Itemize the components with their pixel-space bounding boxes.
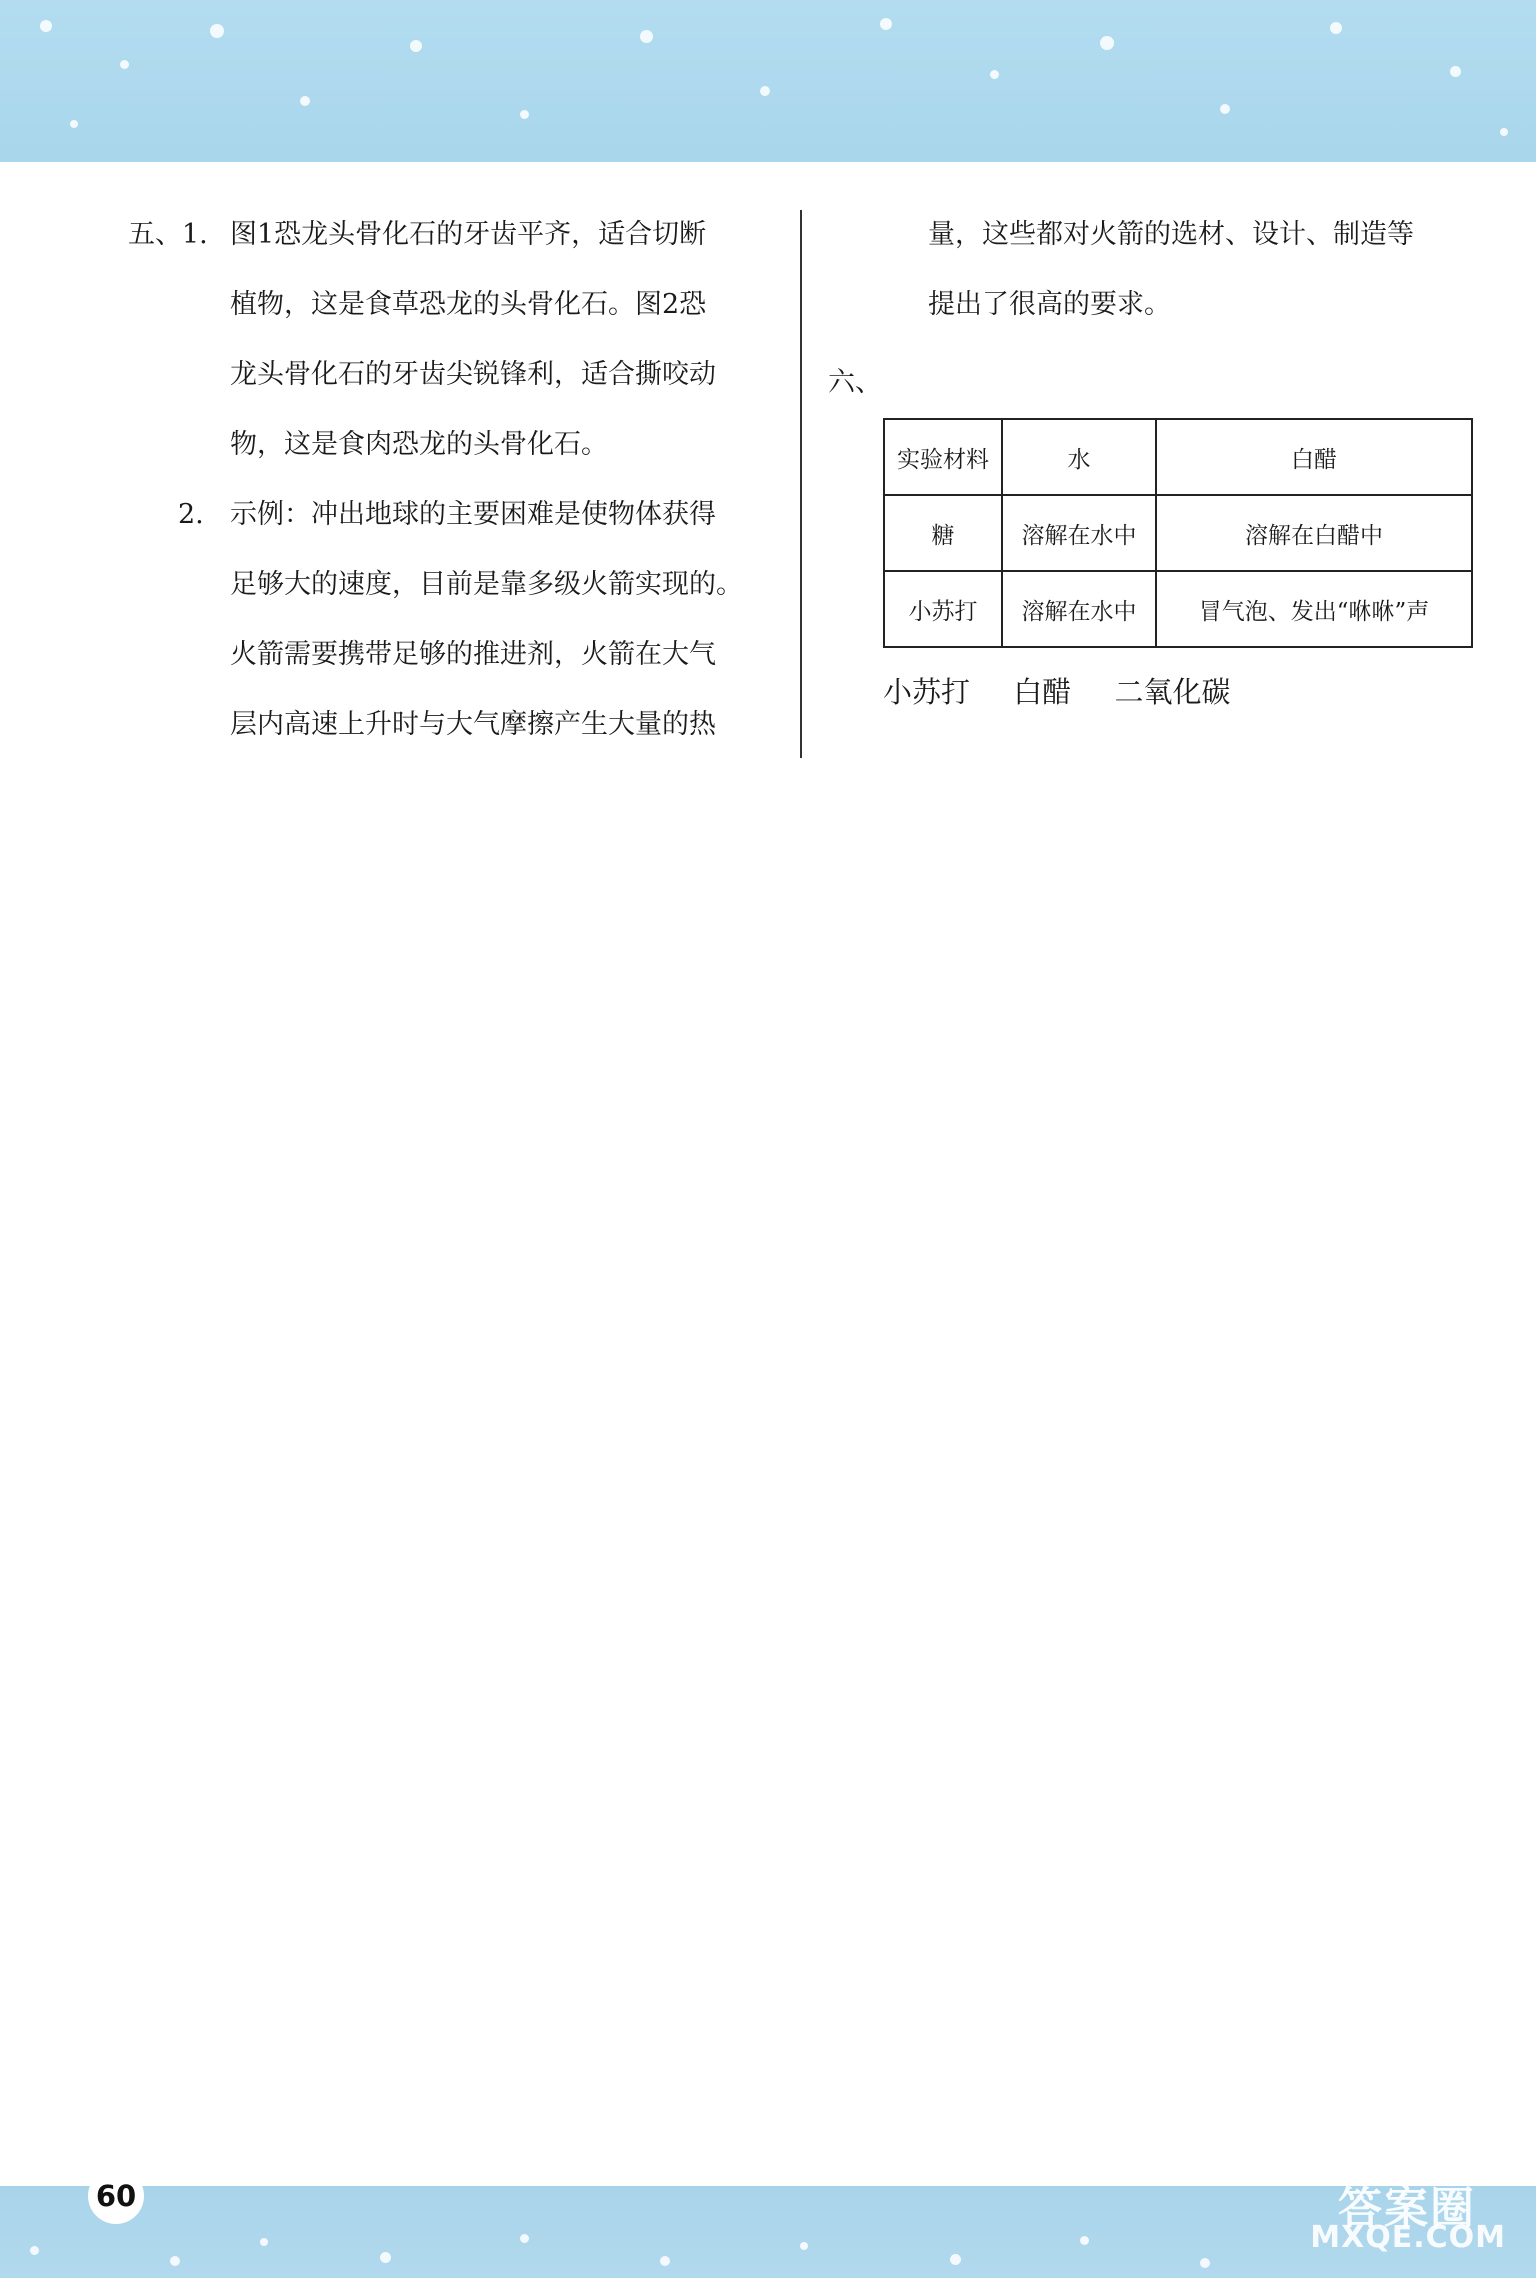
table-header-row <box>884 419 1472 495</box>
question-5-2-label: 2. <box>178 499 204 530</box>
footer-decoration-band <box>0 2186 1536 2278</box>
decor-dot <box>660 2256 670 2266</box>
decor-dot <box>120 60 129 69</box>
decor-dot <box>1500 128 1508 136</box>
experiment-table <box>883 418 1473 648</box>
table-cell: 溶解在水中 <box>1002 495 1156 571</box>
right-column <box>828 200 1488 418</box>
answer-line: 火箭需要携带足够的推进剂，火箭在大气 <box>230 639 716 670</box>
answer-line: 龙头骨化石的牙齿尖锐锋利，适合撕咬动 <box>230 359 716 390</box>
answer-line: 图1恐龙头骨化石的牙齿平齐，适合切断 <box>230 219 707 250</box>
table-row <box>884 495 1472 571</box>
decor-dot <box>380 2252 391 2263</box>
decor-dot <box>410 40 422 52</box>
table-cell: 溶解在水中 <box>1002 571 1156 647</box>
decor-dot <box>1220 104 1230 114</box>
answer-word: 白醋 <box>1013 675 1072 709</box>
decor-dot <box>300 96 310 106</box>
watermark-logo: 答案圈 <box>1338 2183 1476 2234</box>
left-column <box>128 200 778 760</box>
answer-line: 示例：冲出地球的主要困难是使物体获得 <box>230 499 716 530</box>
page-number: 60 <box>88 2168 144 2224</box>
watermark-url: MXQE.COM <box>1310 2220 1506 2255</box>
answer-line: 量，这些都对火箭的选材、设计、制造等 <box>928 219 1414 250</box>
table-header-cell: 实验材料 <box>884 419 1002 495</box>
decor-dot <box>950 2254 961 2265</box>
table-header-cell: 水 <box>1002 419 1156 495</box>
decor-dot <box>30 2246 39 2255</box>
question-5-2 <box>128 480 778 760</box>
decor-dot <box>170 2256 180 2266</box>
decor-dot <box>70 120 78 128</box>
table-row <box>884 571 1472 647</box>
decor-dot <box>40 20 52 32</box>
answer-line: 植物，这是食草恐龙的头骨化石。图2恐 <box>230 289 707 320</box>
decor-dot <box>210 24 224 38</box>
decor-dot <box>1100 36 1114 50</box>
decor-dot <box>1330 22 1342 34</box>
question-5-label: 五、1. <box>128 219 208 250</box>
table-cell: 冒气泡、发出“咻咻”声 <box>1156 571 1472 647</box>
table-header-cell: 白醋 <box>1156 419 1472 495</box>
question-6-label: 六、 <box>828 367 882 398</box>
decor-dot <box>520 2234 529 2243</box>
decor-dot <box>640 30 653 43</box>
header-decoration-band <box>0 0 1536 162</box>
table-cell: 溶解在白醋中 <box>1156 495 1472 571</box>
decor-dot <box>1080 2236 1089 2245</box>
answer-line: 层内高速上升时与大气摩擦产生大量的热 <box>230 709 716 740</box>
decor-dot <box>760 86 770 96</box>
decor-dot <box>1200 2258 1210 2268</box>
decor-dot <box>800 2242 808 2250</box>
decor-dot <box>1450 66 1461 77</box>
decor-dot <box>880 18 892 30</box>
answer-continuation <box>928 200 1488 340</box>
table-cell: 小苏打 <box>884 571 1002 647</box>
answer-line: 提出了很高的要求。 <box>928 289 1171 320</box>
decor-dot <box>520 110 529 119</box>
column-divider <box>800 210 802 758</box>
table-cell: 糖 <box>884 495 1002 571</box>
answer-line: 物，这是食肉恐龙的头骨化石。 <box>230 429 608 460</box>
decor-dot <box>260 2238 268 2246</box>
question-6-answers <box>883 670 1264 711</box>
question-5-1 <box>128 200 778 480</box>
answer-word: 二氧化碳 <box>1114 675 1231 709</box>
answer-line: 足够大的速度，目前是靠多级火箭实现的。 <box>230 569 743 600</box>
decor-dot <box>990 70 999 79</box>
answer-word: 小苏打 <box>883 675 971 709</box>
